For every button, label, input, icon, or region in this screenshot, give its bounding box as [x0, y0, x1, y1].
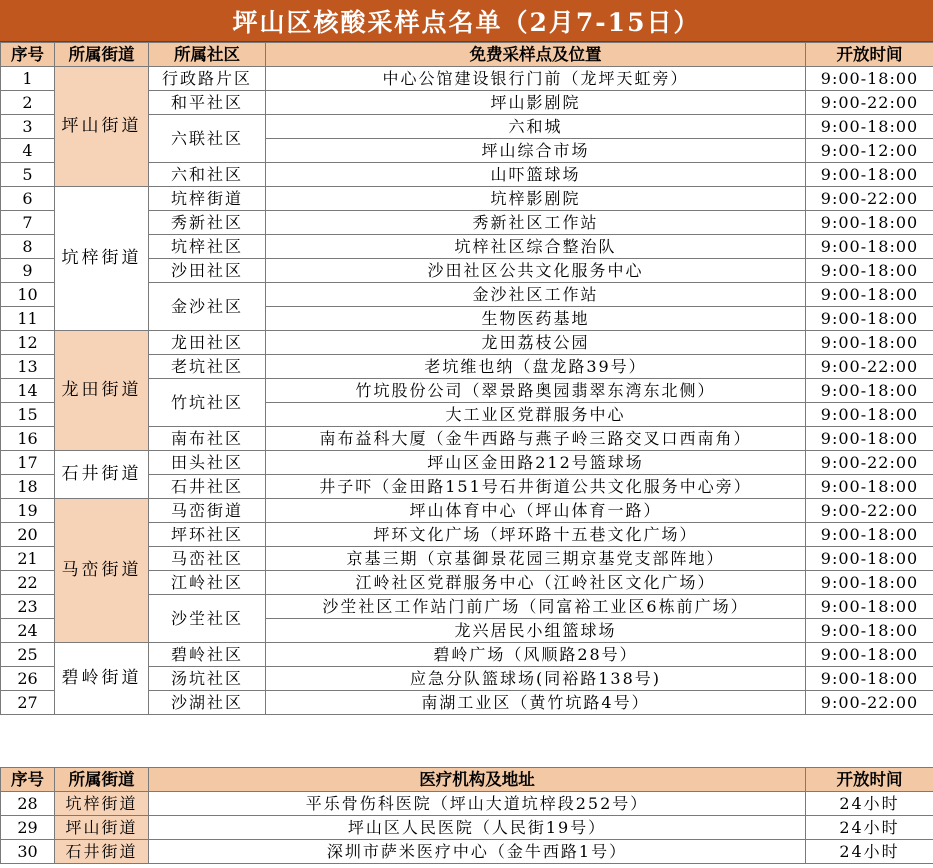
row-no: 14	[1, 379, 55, 403]
time-cell: 9:00-18:00	[806, 475, 933, 499]
time-cell: 9:00-18:00	[806, 523, 933, 547]
row-no: 17	[1, 451, 55, 475]
site-cell: 竹坑股份公司（翠景路奥园翡翠东湾东北侧）	[266, 379, 806, 403]
table-row	[1, 331, 933, 355]
site-cell: 坪山影剧院	[266, 91, 806, 115]
time-cell: 9:00-18:00	[806, 163, 933, 187]
community-cell: 南布社区	[149, 427, 266, 451]
site-cell: 沙坣社区工作站门前广场（同富裕工业区6栋前广场）	[266, 595, 806, 619]
row-no: 16	[1, 427, 55, 451]
time-cell: 9:00-18:00	[806, 67, 933, 91]
row-no: 21	[1, 547, 55, 571]
header-community: 所属社区	[149, 43, 266, 67]
street-cell: 石井街道	[55, 840, 149, 864]
table-row	[1, 643, 933, 667]
site-cell: 江岭社区党群服务中心（江岭社区文化广场）	[266, 571, 806, 595]
site-cell: 坪山区人民医院（人民街19号）	[149, 816, 806, 840]
street-cell: 坪山街道	[55, 67, 149, 187]
community-cell: 汤坑社区	[149, 667, 266, 691]
table-row	[1, 187, 933, 211]
header-time: 开放时间	[806, 768, 933, 792]
community-cell: 竹坑社区	[149, 379, 266, 427]
site-cell: 坪山综合市场	[266, 139, 806, 163]
site-cell: 京基三期（京基御景花园三期京基党支部阵地）	[266, 547, 806, 571]
row-no: 22	[1, 571, 55, 595]
row-no: 23	[1, 595, 55, 619]
site-cell: 井子吓（金田路151号石井街道公共文化服务中心旁）	[266, 475, 806, 499]
sampling-sites-table	[0, 42, 933, 715]
community-cell: 沙坣社区	[149, 595, 266, 643]
row-no: 7	[1, 211, 55, 235]
time-cell: 9:00-18:00	[806, 307, 933, 331]
row-no: 5	[1, 163, 55, 187]
site-cell: 平乐骨伤科医院（坪山大道坑梓段252号）	[149, 792, 806, 816]
time-cell: 24小时	[806, 816, 933, 840]
row-no: 11	[1, 307, 55, 331]
site-cell: 大工业区党群服务中心	[266, 403, 806, 427]
community-cell: 金沙社区	[149, 283, 266, 331]
header-time: 开放时间	[806, 43, 933, 67]
community-cell: 六联社区	[149, 115, 266, 163]
street-cell: 坪山街道	[55, 816, 149, 840]
time-cell: 9:00-18:00	[806, 235, 933, 259]
row-no: 27	[1, 691, 55, 715]
time-cell: 9:00-18:00	[806, 211, 933, 235]
table-header-row	[1, 768, 933, 792]
site-cell: 龙田荔枝公园	[266, 331, 806, 355]
row-no: 13	[1, 355, 55, 379]
row-no: 25	[1, 643, 55, 667]
row-no: 19	[1, 499, 55, 523]
community-cell: 石井社区	[149, 475, 266, 499]
header-site: 免费采样点及位置	[266, 43, 806, 67]
community-cell: 龙田社区	[149, 331, 266, 355]
community-cell: 马峦街道	[149, 499, 266, 523]
street-cell: 坑梓街道	[55, 792, 149, 816]
time-cell: 9:00-22:00	[806, 187, 933, 211]
site-cell: 坪环文化广场（坪环路十五巷文化广场）	[266, 523, 806, 547]
page-title: 坪山区核酸采样点名单（2月7-15日）	[0, 0, 933, 42]
row-no: 10	[1, 283, 55, 307]
community-cell: 田头社区	[149, 451, 266, 475]
community-cell: 坑梓社区	[149, 235, 266, 259]
site-cell: 应急分队篮球场(同裕路138号)	[266, 667, 806, 691]
community-cell: 沙湖社区	[149, 691, 266, 715]
time-cell: 9:00-18:00	[806, 331, 933, 355]
row-no: 2	[1, 91, 55, 115]
time-cell: 24小时	[806, 840, 933, 864]
community-cell: 碧岭社区	[149, 643, 266, 667]
community-cell: 老坑社区	[149, 355, 266, 379]
table-row	[1, 499, 933, 523]
row-no: 15	[1, 403, 55, 427]
time-cell: 9:00-18:00	[806, 547, 933, 571]
time-cell: 9:00-18:00	[806, 259, 933, 283]
header-no: 序号	[1, 768, 55, 792]
site-cell: 碧岭广场（风顺路28号）	[266, 643, 806, 667]
time-cell: 9:00-12:00	[806, 139, 933, 163]
time-cell: 9:00-22:00	[806, 691, 933, 715]
street-cell: 石井街道	[55, 451, 149, 499]
time-cell: 9:00-18:00	[806, 115, 933, 139]
table-row	[1, 840, 933, 864]
site-cell: 生物医药基地	[266, 307, 806, 331]
row-no: 9	[1, 259, 55, 283]
table-header-row	[1, 43, 933, 67]
site-cell: 六和城	[266, 115, 806, 139]
table-row	[1, 451, 933, 475]
site-cell: 南布益科大厦（金牛西路与燕子岭三路交叉口西南角）	[266, 427, 806, 451]
table-gap	[0, 742, 933, 767]
site-cell: 坑梓社区综合整治队	[266, 235, 806, 259]
street-cell: 坑梓街道	[55, 187, 149, 331]
row-no: 26	[1, 667, 55, 691]
site-cell: 中心公馆建设银行门前（龙坪天虹旁）	[266, 67, 806, 91]
site-cell: 山吓篮球场	[266, 163, 806, 187]
row-no: 1	[1, 67, 55, 91]
community-cell: 六和社区	[149, 163, 266, 187]
community-cell: 马峦社区	[149, 547, 266, 571]
site-cell: 沙田社区公共文化服务中心	[266, 259, 806, 283]
time-cell: 9:00-22:00	[806, 499, 933, 523]
time-cell: 9:00-18:00	[806, 667, 933, 691]
row-no: 24	[1, 619, 55, 643]
street-cell: 碧岭街道	[55, 643, 149, 715]
time-cell: 9:00-18:00	[806, 403, 933, 427]
time-cell: 9:00-18:00	[806, 595, 933, 619]
site-cell: 龙兴居民小组篮球场	[266, 619, 806, 643]
site-cell: 老坑维也纳（盘龙路39号）	[266, 355, 806, 379]
table-row	[1, 792, 933, 816]
community-cell: 坪环社区	[149, 523, 266, 547]
header-no: 序号	[1, 43, 55, 67]
row-no: 28	[1, 792, 55, 816]
row-no: 20	[1, 523, 55, 547]
site-cell: 坪山体育中心（坪山体育一路）	[266, 499, 806, 523]
time-cell: 9:00-18:00	[806, 427, 933, 451]
medical-institutions-table	[0, 767, 933, 864]
time-cell: 9:00-18:00	[806, 619, 933, 643]
site-cell: 金沙社区工作站	[266, 283, 806, 307]
row-no: 18	[1, 475, 55, 499]
time-cell: 9:00-18:00	[806, 283, 933, 307]
time-cell: 24小时	[806, 792, 933, 816]
community-cell: 秀新社区	[149, 211, 266, 235]
table-row	[1, 816, 933, 840]
site-cell: 秀新社区工作站	[266, 211, 806, 235]
time-cell: 9:00-22:00	[806, 451, 933, 475]
row-no: 12	[1, 331, 55, 355]
row-no: 4	[1, 139, 55, 163]
community-cell: 沙田社区	[149, 259, 266, 283]
site-cell: 坑梓影剧院	[266, 187, 806, 211]
time-cell: 9:00-22:00	[806, 355, 933, 379]
site-cell: 深圳市萨米医疗中心（金牛西路1号）	[149, 840, 806, 864]
row-no: 30	[1, 840, 55, 864]
table-row	[1, 67, 933, 91]
community-cell: 坑梓街道	[149, 187, 266, 211]
community-cell: 和平社区	[149, 91, 266, 115]
time-cell: 9:00-22:00	[806, 91, 933, 115]
header-street: 所属街道	[55, 43, 149, 67]
row-no: 8	[1, 235, 55, 259]
site-cell: 南湖工业区（黄竹坑路4号）	[266, 691, 806, 715]
time-cell: 9:00-18:00	[806, 379, 933, 403]
community-cell: 行政路片区	[149, 67, 266, 91]
row-no: 29	[1, 816, 55, 840]
row-no: 6	[1, 187, 55, 211]
row-no: 3	[1, 115, 55, 139]
header-institution: 医疗机构及地址	[149, 768, 806, 792]
community-cell: 江岭社区	[149, 571, 266, 595]
site-cell: 坪山区金田路212号篮球场	[266, 451, 806, 475]
street-cell: 龙田街道	[55, 331, 149, 451]
time-cell: 9:00-18:00	[806, 571, 933, 595]
header-street: 所属街道	[55, 768, 149, 792]
street-cell: 马峦街道	[55, 499, 149, 643]
time-cell: 9:00-18:00	[806, 643, 933, 667]
